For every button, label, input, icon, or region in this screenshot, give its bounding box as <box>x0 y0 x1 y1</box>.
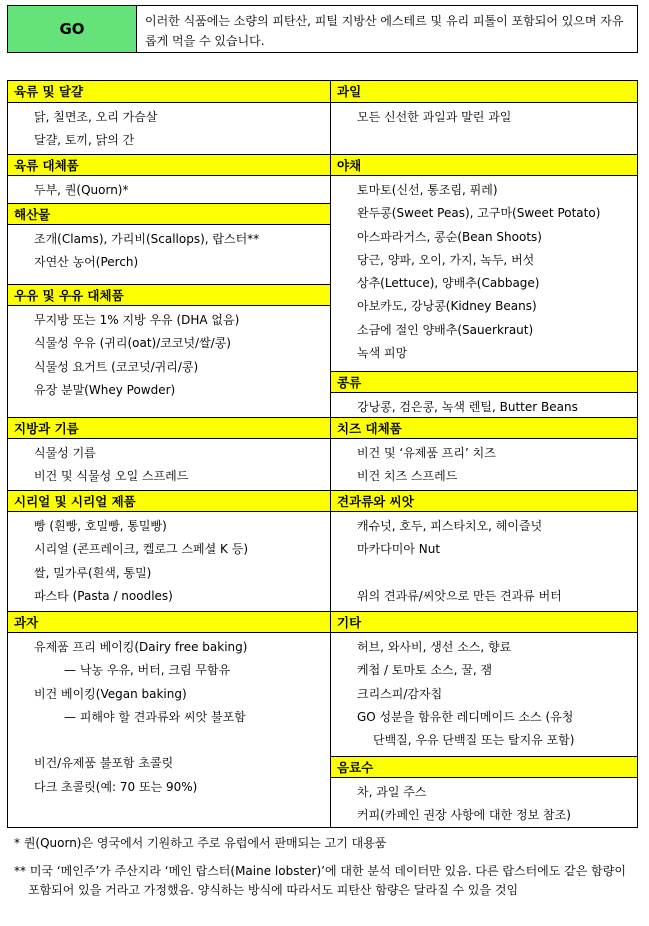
section-nuts-seeds <box>331 490 637 608</box>
section-fats-oils <box>8 417 330 489</box>
list-item: 자연산 농어(Perch) <box>34 255 139 270</box>
go-category-box <box>7 5 638 53</box>
section-other <box>331 611 637 752</box>
section-beverages <box>331 756 637 828</box>
section-title: 지방과 기름 <box>8 417 330 439</box>
list-item: 비건 베이킹(Vegan baking) <box>34 686 187 701</box>
list-item: 두부, 퀀(Quorn)* <box>34 183 129 197</box>
list-subitem: — 피해야 할 견과류와 씨앗 불포함 <box>64 709 246 724</box>
section-title: 육류 및 달걀 <box>8 81 330 103</box>
list-subitem: — 낙농 우유, 버터, 크림 무함유 <box>64 663 231 678</box>
section-title: 콩류 <box>331 371 637 393</box>
left-column <box>8 81 331 827</box>
list-item: 식물성 요거트 (코코넛/귀리/콩) <box>34 359 199 374</box>
list-item: 커피(카페인 권장 사항에 대한 정보 참조) <box>357 808 571 823</box>
list-item: 시리얼 (콘프레이크, 켈로그 스페셜 K 등) <box>34 542 249 557</box>
list-item: 조개(Clams), 가리비(Scallops), 랍스터** <box>34 232 260 246</box>
list-item: 마카다미아 Nut <box>357 542 441 557</box>
list-item: 차, 과일 주스 <box>357 785 427 799</box>
list-item: 당근, 양파, 오이, 가지, 녹두, 버섯 <box>357 252 535 267</box>
section-milk <box>8 284 330 402</box>
section-title: 기타 <box>331 611 637 633</box>
section-title: 과자 <box>8 611 330 633</box>
section-cereals <box>8 490 330 608</box>
section-vegetables <box>331 154 637 365</box>
section-title: 견과류와 씨앗 <box>331 490 637 512</box>
section-cheese-substitutes <box>331 417 637 489</box>
list-item: 크리스피/감자칩 <box>357 686 443 701</box>
section-meat-eggs <box>8 81 330 153</box>
list-item: 비건 치즈 스프레드 <box>357 469 458 484</box>
list-item: 파스타 (Pasta / noodles) <box>34 588 173 603</box>
footnote-quorn: * 퀀(Quorn)은 영국에서 기원하고 주로 유럽에서 판매되는 고기 대용품 <box>14 836 387 850</box>
section-legumes <box>331 371 637 419</box>
list-item: 빵 (흰빵, 호밀빵, 통밀빵) <box>34 519 167 533</box>
section-title: 육류 대체품 <box>8 154 330 176</box>
list-item: 유제품 프리 베이킹(Dairy free baking) <box>34 640 248 654</box>
section-title: 과일 <box>331 81 637 103</box>
section-meat-substitutes <box>8 154 330 202</box>
list-item: 비건 및 ‘유제품 프리’ 치즈 <box>357 446 496 460</box>
list-item: 비건 및 식물성 오일 스프레드 <box>34 469 189 484</box>
food-table <box>7 80 638 828</box>
section-title: 시리얼 및 시리얼 제품 <box>8 490 330 512</box>
list-item: 완두콩(Sweet Peas), 고구마(Sweet Potato) <box>357 206 601 221</box>
section-title: 해산물 <box>8 203 330 225</box>
section-title: 우유 및 우유 대체품 <box>8 284 330 306</box>
list-item: 케첩 / 토마토 소스, 꿀, 잼 <box>357 663 493 678</box>
section-title: 음료수 <box>331 756 637 778</box>
right-column <box>331 81 637 827</box>
list-item: 달걀, 토끼, 닭의 간 <box>34 133 135 148</box>
list-item: 식물성 기름 <box>34 446 96 460</box>
list-item: 아보카도, 강낭콩(Kidney Beans) <box>357 299 537 314</box>
list-item: 토마토(신선, 통조림, 퓌레) <box>357 183 498 197</box>
list-item: 유장 분말(Whey Powder) <box>34 382 176 397</box>
go-tag: GO <box>8 6 137 52</box>
list-item: 식물성 우유 (귀리(oat)/코코넛/쌀/콩) <box>34 336 231 351</box>
list-item: 비건/유제품 불포함 초콜릿 <box>34 756 174 771</box>
section-snacks <box>8 611 330 799</box>
list-item-continuation: 단백질, 우유 단백질 또는 탈지유 포함) <box>373 733 575 748</box>
section-title: 야채 <box>331 154 637 176</box>
list-item: 다크 초콜릿(예: 70 또는 90%) <box>34 779 198 794</box>
list-item: 허브, 와사비, 생선 소스, 향료 <box>357 640 512 654</box>
section-seafood <box>8 203 330 275</box>
list-item: 상추(Lettuce), 양배추(Cabbage) <box>357 276 540 291</box>
list-item: 무지방 또는 1% 지방 우유 (DHA 없음) <box>34 313 240 327</box>
list-item: 아스파라거스, 콩순(Bean Shoots) <box>357 229 542 244</box>
go-description: 이러한 식품에는 소량의 피탄산, 피틸 지방산 에스테르 및 유리 피톨이 포함되어 있으며 자유롭게 먹을 수 있습니다. <box>145 14 624 48</box>
section-fruit <box>331 81 637 129</box>
footnote-lobster: ** 미국 ‘메인주’가 주산지라 ‘메인 랍스터(Maine lobster)’에 대한 분석 데이터만 있음. 다른 랍스터에도 같은 함량이 포함되어 있을 거라고 가정했음. 양식하는 방식에 따라서도 피탄산 함량은 달라질 수 있을 것임 <box>14 864 626 897</box>
list-item: 위의 견과류/씨앗으로 만든 견과류 버터 <box>357 588 562 603</box>
list-item: 쌀, 밀가루(흰색, 통밀) <box>34 565 152 580</box>
list-item: 모든 신선한 과일과 말린 과일 <box>357 110 512 124</box>
list-item: 닭, 칠면조, 오리 가슴살 <box>34 110 158 124</box>
list-item: 소금에 절인 양배추(Sauerkraut) <box>357 322 534 337</box>
list-item: 강낭콩, 검은콩, 녹색 렌틸, Butter Beans <box>357 400 578 414</box>
list-item: 녹색 피망 <box>357 346 408 361</box>
list-item: 캐슈넛, 호두, 피스타치오, 헤이즐넛 <box>357 519 543 533</box>
list-item: GO 성분을 함유한 레디메이드 소스 (유청 <box>357 709 574 724</box>
section-title: 치즈 대체품 <box>331 417 637 439</box>
